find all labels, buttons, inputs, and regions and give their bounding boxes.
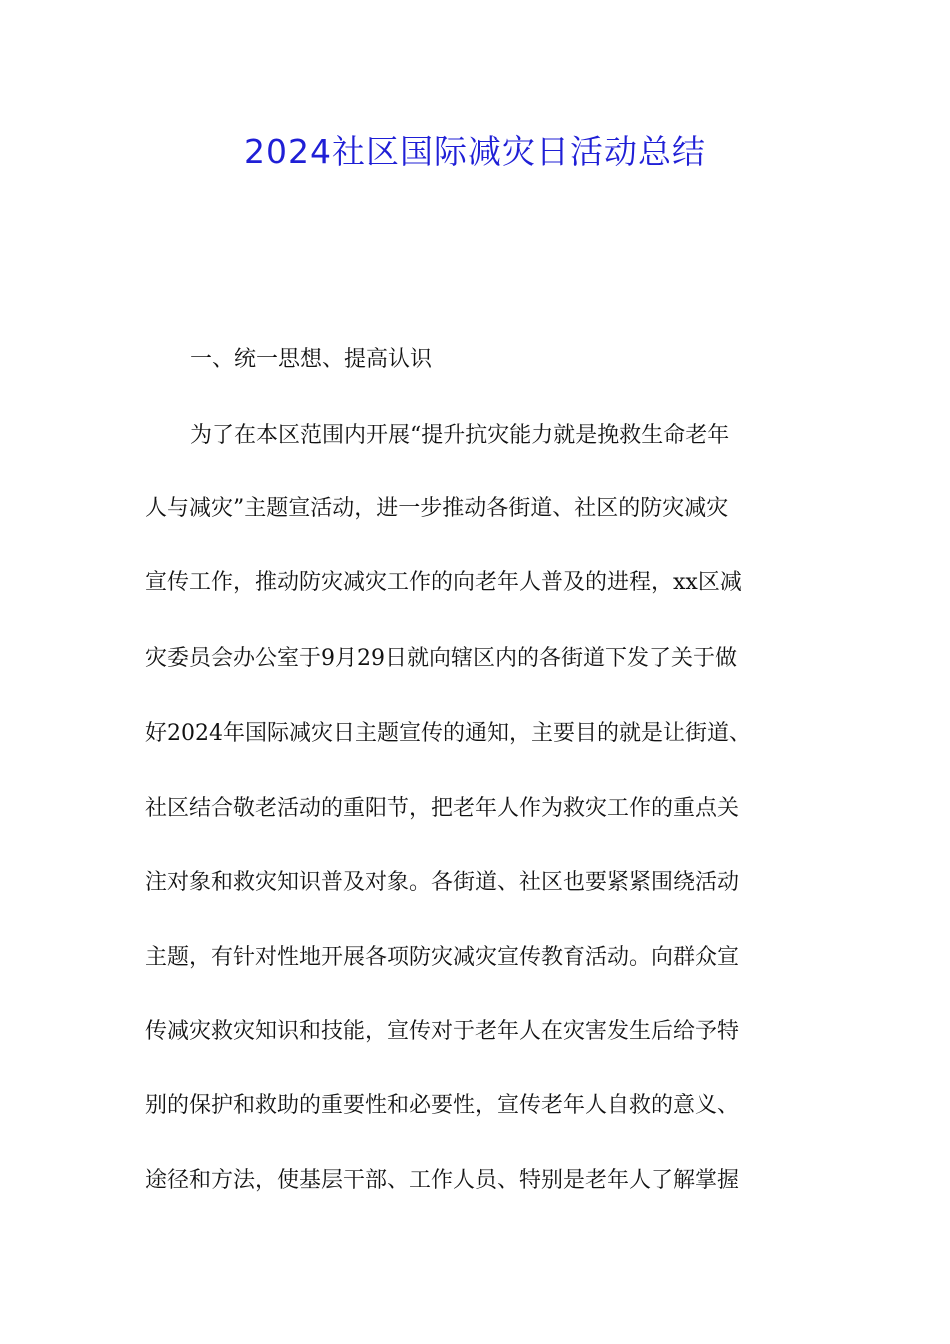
- paragraph-line: 人与减灾”主题宣活动，进一步推动各街道、社区的防灾减灾: [145, 496, 729, 521]
- paragraph-line: 注对象和救灾知识普及对象。各街道、社区也要紧紧围绕活动: [145, 870, 740, 895]
- paragraph-line: 别的保护和救助的重要性和必要性，宣传老年人自救的意义、: [145, 1093, 740, 1118]
- paragraph-line: 主题，有针对性地开展各项防灾减灾宣传教育活动。向群众宣: [145, 945, 740, 970]
- paragraph-line: 宣传工作，推动防灾减灾工作的向老年人普及的进程，xx区减: [145, 570, 742, 595]
- paragraph-line: 社区结合敬老活动的重阳节，把老年人作为救灾工作的重点关: [145, 796, 740, 821]
- paragraph-line: 途径和方法，使基层干部、工作人员、特别是老年人了解掌握: [145, 1168, 740, 1193]
- section-heading: 一、统一思想、提高认识: [190, 347, 433, 372]
- paragraph-line: 好2024年国际减灾日主题宣传的通知，主要目的就是让街道、: [145, 721, 751, 746]
- document-title: 2024社区国际减灾日活动总结: [244, 132, 706, 171]
- paragraph-line: 为了在本区范围内开展“提升抗灾能力就是挽救生命老年: [190, 423, 730, 448]
- paragraph-line: 传减灾救灾知识和技能，宣传对于老年人在灾害发生后给予特: [145, 1019, 740, 1044]
- paragraph-line: 灾委员会办公室于9月29日就向辖区内的各街道下发了关于做: [145, 646, 737, 671]
